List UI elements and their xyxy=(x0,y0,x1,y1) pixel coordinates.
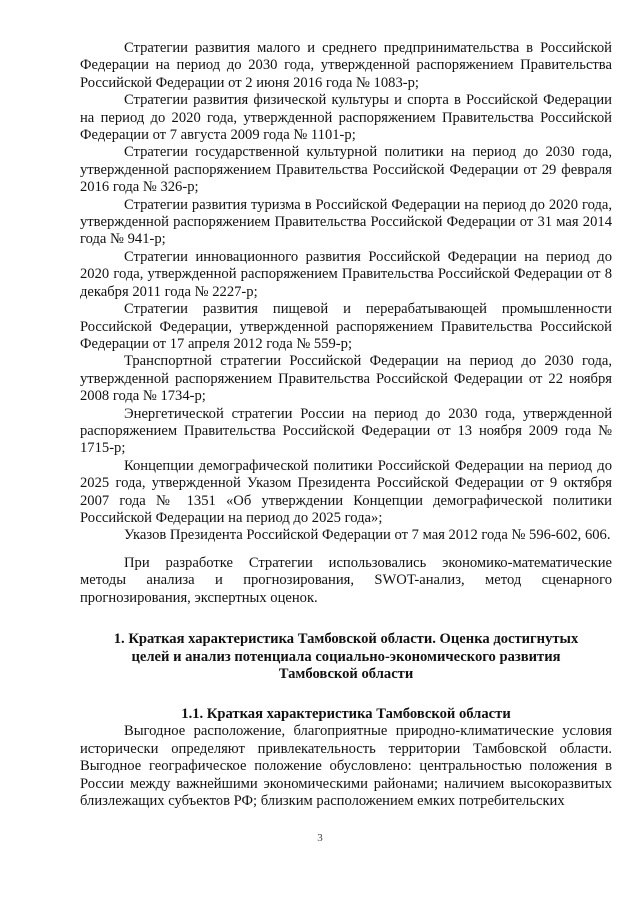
section-title-line-1: 1. Краткая характеристика Тамбовской области. Оценка достигнутых xyxy=(113,631,579,647)
list-item-concept-demography: Концепции демографической политики Российской Федерации на период до 2025 года, утвержденной Указом Президента Российской Федерации от 9 октября 2007 года № 1351 «Об утверждении Концепции демографической политики Российской Федерации на период до 2025 года»; xyxy=(80,457,612,526)
methods-paragraph: При разработке Стратегии использовались экономико-математические методы анализа и прогнозирования, SWOT-анализ, метод сценарного прогнозирования, экспертных оценок. xyxy=(80,554,612,606)
section-title-line-3: Тамбовской области xyxy=(278,666,414,683)
subsection-paragraph: Выгодное расположение, благоприятные природно-климатические условия исторически определяют привлекательность территории Тамбовской области. Выгодное географическое положение обусловлено: центральностью положения в России между важнейшими экономическими районами; наличием высокоразвитых близлежащих субъектов РФ; близким расположением емких потребительских xyxy=(80,723,612,809)
section-title-line-2: целей и анализ потенциала социально-экономического развития xyxy=(131,648,561,665)
list-item-strategy-tourism: Стратегии развития туризма в Российской Федерации на период до 2020 года, утвержденной распоряжением Правительства Российской Федерации от 31 мая 2014 года № 941-р; xyxy=(80,196,612,248)
document-page xyxy=(80,40,612,810)
page-number: 3 xyxy=(317,832,323,844)
list-item-strategy-food-industry: Стратегии развития пищевой и перерабатывающей промышленности Российской Федерации, утвержденной распоряжением Правительства Российской Федерации от 17 апреля 2012 года № 559-р; xyxy=(80,301,612,352)
list-item-strategy-transport: Транспортной стратегии Российской Федерации на период до 2030 года, утвержденной распоряжением Правительства Российской Федерации от 22 ноября 2008 года № 1734-р; xyxy=(80,353,612,405)
list-item-strategy-culture: Стратегии государственной культурной политики на период до 2030 года, утвержденной распоряжением Правительства Российской Федерации от 29 февраля 2016 года № 326-р; xyxy=(80,144,612,196)
list-item-strategy-entrepreneurship: Стратегии развития малого и среднего предпринимательства в Российской Федерации на период до 2030 года, утвержденной распоряжением Правительства Российской Федерации от 2 июня 2016 года № 1083-р; xyxy=(80,40,612,91)
list-item-strategy-energy: Энергетической стратегии России на период до 2030 года, утвержденной распоряжением Правительства Российской Федерации от 13 ноября 2009 года № 1715-р; xyxy=(80,405,612,457)
subsection-title: 1.1. Краткая характеристика Тамбовской области xyxy=(181,705,511,722)
list-item-strategy-innovation: Стратегии инновационного развития Российской Федерации на период до 2020 года, утвержденной распоряжением Правительства Российской Федерации от 8 декабря 2011 года № 2227-р; xyxy=(80,248,612,300)
list-item-presidential-decrees: Указов Президента Российской Федерации от 7 мая 2012 года № 596-602, 606. xyxy=(124,527,611,544)
list-item-strategy-sport: Стратегии развития физической культуры и спорта в Российской Федерации на период до 2020 года, утвержденной распоряжением Правительства Российской Федерации от 7 августа 2009 года № 1101-р; xyxy=(80,92,612,144)
section-title xyxy=(80,631,612,684)
